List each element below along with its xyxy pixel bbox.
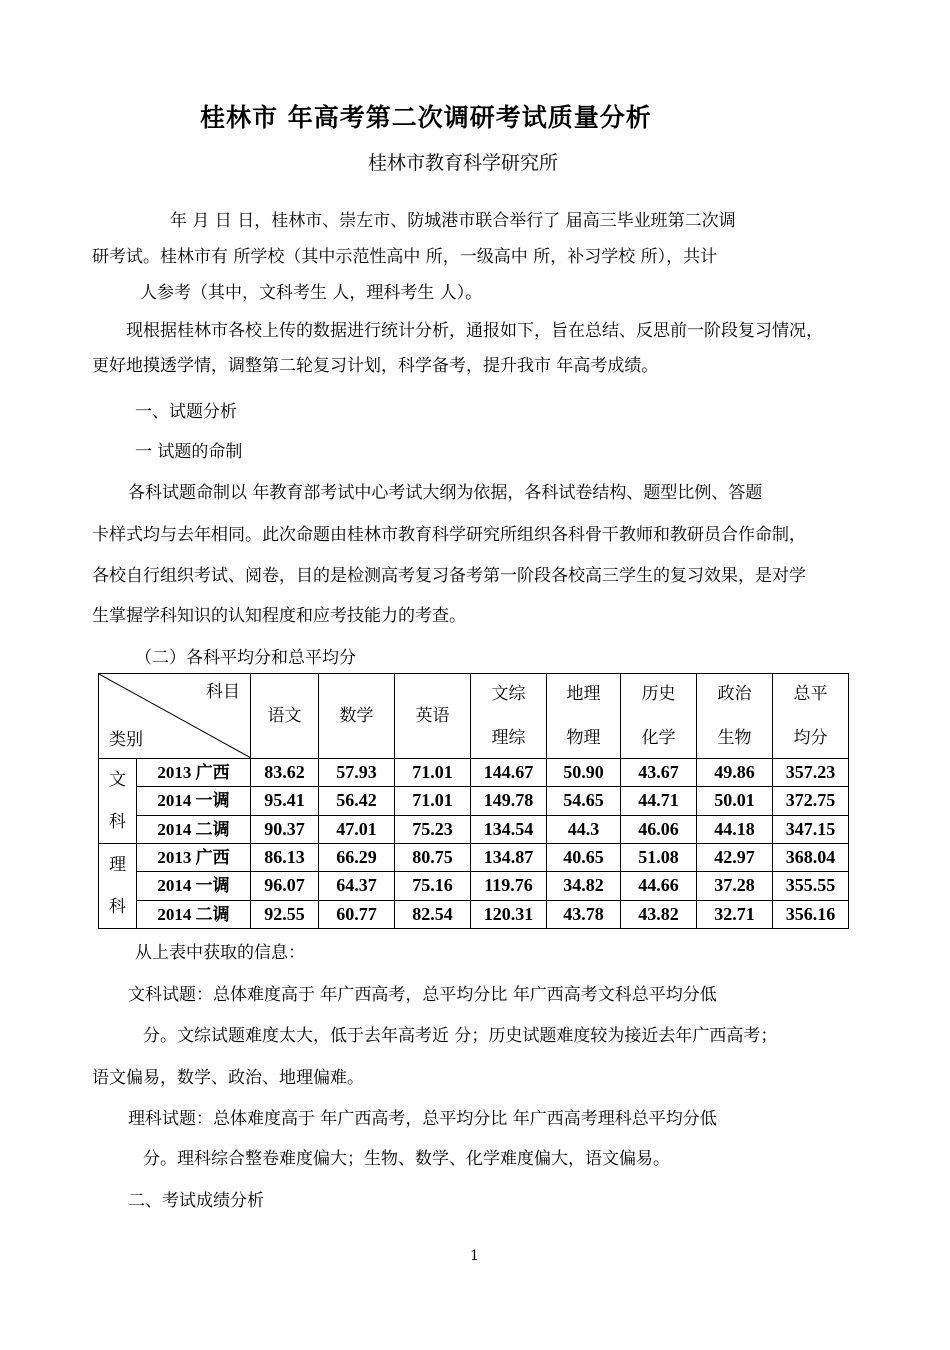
score-cell: 44.71 [621,787,697,815]
paragraph-line: 语文偏易，数学、政治、地理偏难。 [92,1068,364,1088]
score-cell: 50.01 [697,787,773,815]
score-cell: 50.90 [547,759,621,787]
header-cell: 政治 生物 [697,674,773,759]
score-cell: 37.28 [697,872,773,900]
score-cell: 119.76 [471,872,547,900]
table-row [99,872,849,900]
score-cell: 368.04 [773,844,849,872]
score-cell: 144.67 [471,759,547,787]
section-heading: 一、试题分析 [135,402,237,422]
subsection-heading: （二）各科平均分和总平均分 [135,648,356,668]
paragraph-line: 各校自行组织考试、阅卷，目的是检测高考复习备考第一阶段各校高三学生的复习效果，是对学 [92,566,806,586]
page-title: 桂林市 年高考第二次调研考试质量分析 [200,103,652,132]
paragraph-line: 各科试题命制以 年教育部考试中心考试大纲为依据，各科试卷结构、题型比例、答题 [128,483,763,503]
score-cell: 40.65 [547,844,621,872]
header-cell: 地理 物理 [547,674,621,759]
header-cell: 总平 均分 [773,674,849,759]
row-label-cell: 2014 一调 [137,872,251,900]
row-label-cell: 2013 广西 [137,759,251,787]
score-cell: 64.37 [319,872,395,900]
score-cell: 82.54 [395,900,471,928]
subsection-heading: 一 试题的命制 [135,442,243,462]
table-corner-cell [99,674,251,759]
paragraph-line: 生掌握学科知识的认知程度和应考技能力的考查。 [92,606,466,626]
score-cell: 355.55 [773,872,849,900]
score-cell: 86.13 [251,844,319,872]
score-cell: 134.87 [471,844,547,872]
score-cell: 60.77 [319,900,395,928]
header-cell: 文综 理综 [471,674,547,759]
score-cell: 347.15 [773,815,849,843]
score-cell: 71.01 [395,787,471,815]
corner-label-category: 类别 [109,730,143,750]
score-cell: 95.41 [251,787,319,815]
header-cell: 数学 [319,674,395,759]
score-cell: 80.75 [395,844,471,872]
score-cell: 43.82 [621,900,697,928]
paragraph-line: 理科试题：总体难度高于 年广西高考，总平均分比 年广西高考理科总平均分低 [128,1109,717,1129]
paragraph-line: 分。理科综合整卷难度偏大；生物、数学、化学难度偏大，语文偏易。 [143,1149,670,1169]
paragraph-line: 分。文综试题难度太大，低于去年高考近 分；历史试题难度较为接近去年广西高考； [143,1026,778,1046]
score-cell: 42.97 [697,844,773,872]
table-row [99,759,849,787]
score-cell: 49.86 [697,759,773,787]
row-label-cell: 2014 二调 [137,815,251,843]
paragraph-line: 卡样式均与去年相同。此次命题由桂林市教育科学研究所组织各科骨干教师和教研员合作命制， [92,525,806,545]
score-cell: 44.18 [697,815,773,843]
score-cell: 44.66 [621,872,697,900]
score-cell: 66.29 [319,844,395,872]
score-cell: 149.78 [471,787,547,815]
score-cell: 75.16 [395,872,471,900]
paragraph-line: 人参考（其中，文科考生 人，理科考生 人）。 [140,283,483,303]
table-row [99,815,849,843]
paragraph-line: 文科试题：总体难度高于 年广西高考，总平均分比 年广西高考文科总平均分低 [128,985,717,1005]
score-cell: 34.82 [547,872,621,900]
page-number: 1 [470,1248,479,1264]
score-cell: 120.31 [471,900,547,928]
page-subtitle: 桂林市教育科学研究所 [368,152,559,174]
row-label-cell: 2014 一调 [137,787,251,815]
score-cell: 54.65 [547,787,621,815]
corner-label-subject: 科目 [206,682,240,702]
score-cell: 57.93 [319,759,395,787]
score-cell: 56.42 [319,787,395,815]
score-cell: 90.37 [251,815,319,843]
score-cell: 46.06 [621,815,697,843]
table-row [99,844,849,872]
score-cell: 47.01 [319,815,395,843]
table-row [99,900,849,928]
category-cell: 理 科 [99,844,137,929]
section-heading: 二、考试成绩分析 [128,1191,264,1211]
paragraph-line: 年 月 日 日，桂林市、崇左市、防城港市联合举行了 届高三毕业班第二次调 [170,211,736,231]
score-cell: 372.75 [773,787,849,815]
paragraph-line: 现根据桂林市各校上传的数据进行统计分析，通报如下，旨在总结、反思前一阶段复习情况， [126,321,823,341]
row-label-cell: 2014 二调 [137,900,251,928]
score-cell: 32.71 [697,900,773,928]
score-cell: 357.23 [773,759,849,787]
header-cell: 历史 化学 [621,674,697,759]
score-cell: 356.16 [773,900,849,928]
score-cell: 43.78 [547,900,621,928]
category-cell: 文 科 [99,759,137,844]
table-row [99,787,849,815]
paragraph-line: 更好地摸透学情，调整第二轮复习计划，科学备考，提升我市 年高考成绩。 [92,356,659,376]
score-cell: 51.08 [621,844,697,872]
paragraph-line: 从上表中获取的信息： [135,943,305,963]
score-cell: 134.54 [471,815,547,843]
score-cell: 43.67 [621,759,697,787]
score-cell: 44.3 [547,815,621,843]
row-label-cell: 2013 广西 [137,844,251,872]
paragraph-line: 研考试。桂林市有 所学校（其中示范性高中 所，一级高中 所，补习学校 所），共计 [92,247,718,267]
header-cell: 英语 [395,674,471,759]
table-header-row [99,674,849,759]
score-cell: 75.23 [395,815,471,843]
header-cell: 语文 [251,674,319,759]
score-cell: 96.07 [251,872,319,900]
score-cell: 92.55 [251,900,319,928]
score-cell: 71.01 [395,759,471,787]
scores-table [98,673,849,929]
score-cell: 83.62 [251,759,319,787]
